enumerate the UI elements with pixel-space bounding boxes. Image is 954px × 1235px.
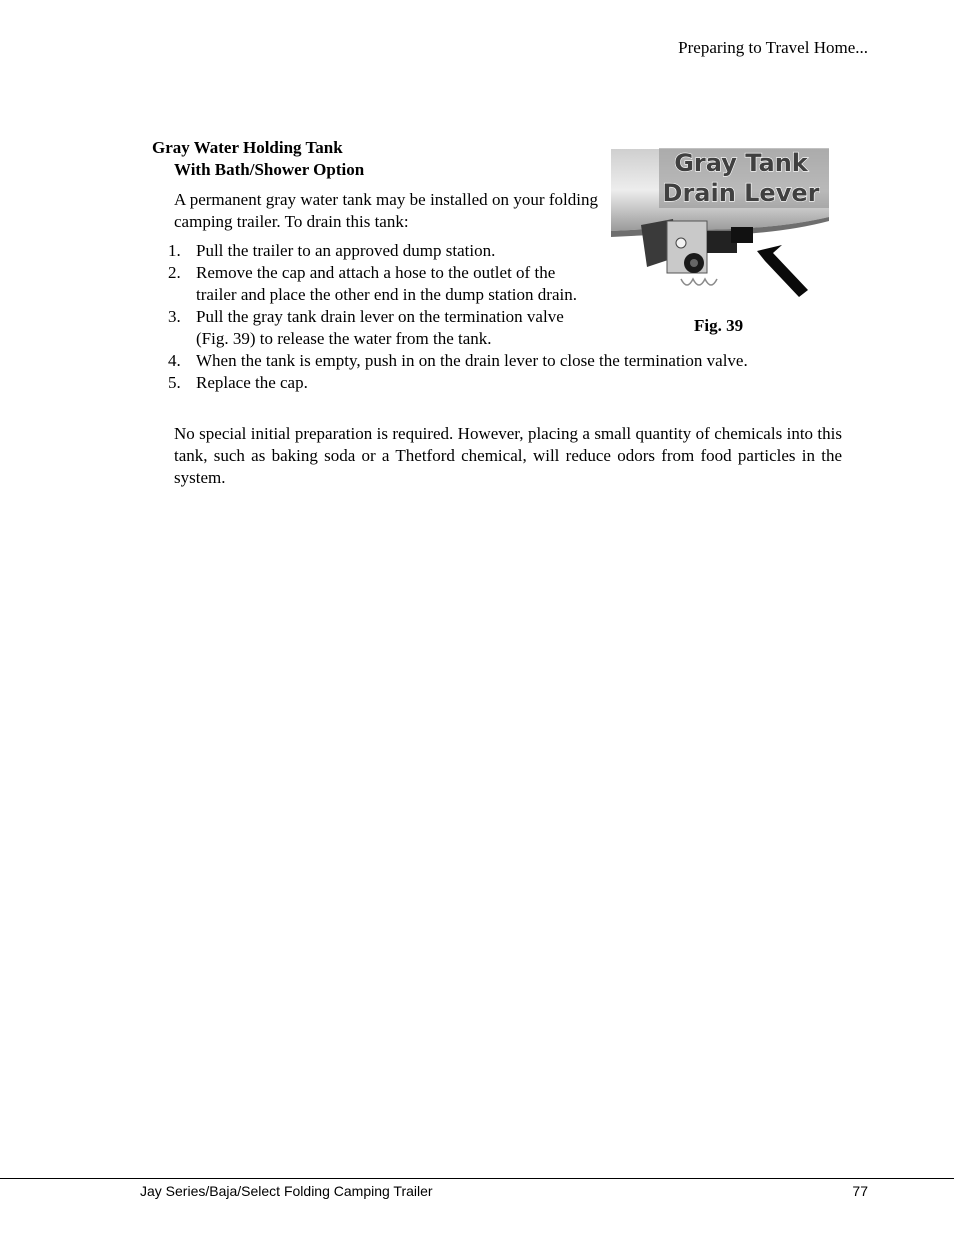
step-text: Pull the trailer to an approved dump station.	[196, 241, 496, 260]
step-text: Replace the cap.	[196, 373, 308, 392]
list-item	[168, 372, 846, 394]
closing-paragraph: No special initial preparation is required. However, placing a small quantity of chemicals into this tank, such as baking soda or a Thetford chemical, will reduce odors from food particles in the system.	[174, 424, 842, 487]
footer-divider	[0, 1178, 954, 1179]
figure-caption: Fig. 39	[694, 316, 744, 335]
list-item	[168, 306, 592, 350]
step-number: 4.	[168, 351, 181, 370]
step-text: When the tank is empty, push in on the drain lever to close the termination valve.	[196, 351, 748, 370]
step-number: 3.	[168, 307, 181, 326]
page-number: 77	[852, 1183, 868, 1199]
running-header: Preparing to Travel Home...	[678, 38, 868, 57]
step-number: 2.	[168, 263, 181, 282]
step-text: Remove the cap and attach a hose to the outlet of the trailer and place the other end in the dump station drain.	[196, 263, 577, 304]
figure-label-line2: Drain Lever	[662, 179, 820, 207]
intro-paragraph: A permanent gray water tank may be installed on your folding camping trailer. To drain this tank:	[174, 190, 598, 231]
step-number: 5.	[168, 373, 181, 392]
drain-lever-photo	[611, 147, 844, 307]
list-item	[168, 350, 846, 372]
section-heading: Gray Water Holding Tank	[152, 138, 343, 157]
figure-label-line1: Gray Tank	[674, 149, 808, 177]
section-subheading: With Bath/Shower Option	[174, 160, 365, 179]
footer-title: Jay Series/Baja/Select Folding Camping Trailer	[140, 1183, 433, 1199]
list-item	[168, 262, 592, 306]
list-item	[168, 240, 592, 262]
step-text: Pull the gray tank drain lever on the termination valve (Fig. 39) to release the water from the tank.	[196, 307, 564, 348]
step-number: 1.	[168, 241, 181, 260]
